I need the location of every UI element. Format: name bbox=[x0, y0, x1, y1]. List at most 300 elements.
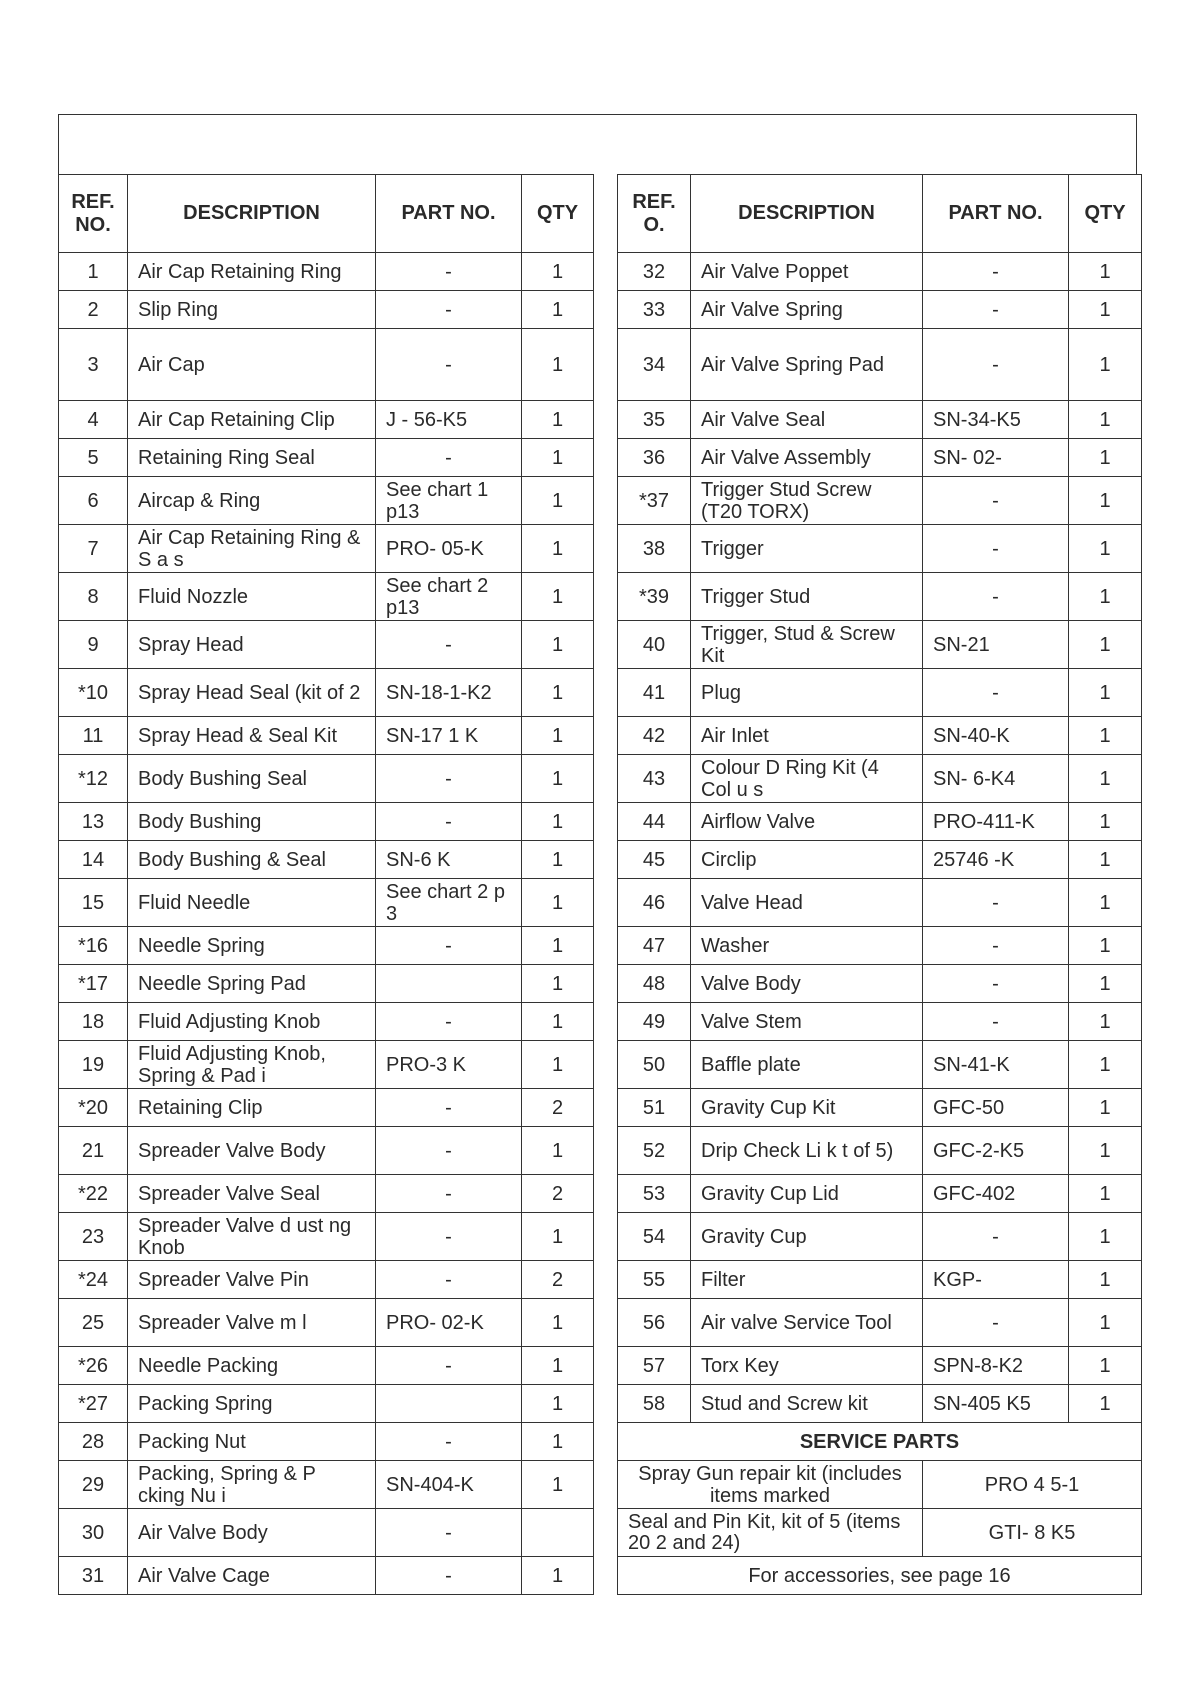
description-cell: Packing Nut bbox=[128, 1423, 376, 1461]
table-row bbox=[59, 1423, 594, 1461]
ref-no-cell: 52 bbox=[618, 1127, 691, 1175]
ref-no-cell: 41 bbox=[618, 669, 691, 717]
part-no-cell: - bbox=[923, 1299, 1069, 1347]
table-row bbox=[618, 965, 1142, 1003]
table-row bbox=[59, 1299, 594, 1347]
table-row bbox=[618, 1261, 1142, 1299]
ref-no-cell: 45 bbox=[618, 841, 691, 879]
description-cell: Air Valve Spring bbox=[691, 291, 923, 329]
ref-no-cell: 43 bbox=[618, 755, 691, 803]
qty-cell: 1 bbox=[1069, 525, 1142, 573]
description-cell: Gravity Cup bbox=[691, 1213, 923, 1261]
table-row bbox=[618, 439, 1142, 477]
ref-no-cell: 7 bbox=[59, 525, 128, 573]
ref-no-cell: 21 bbox=[59, 1127, 128, 1175]
part-no-cell: - bbox=[376, 1423, 522, 1461]
description-cell: Needle Spring Pad bbox=[128, 965, 376, 1003]
ref-no-cell: 58 bbox=[618, 1385, 691, 1423]
part-no-cell: - bbox=[376, 439, 522, 477]
part-no-cell: - bbox=[376, 1509, 522, 1557]
ref-no-cell: *20 bbox=[59, 1089, 128, 1127]
table-row bbox=[59, 573, 594, 621]
header-ref-no: REF. NO. bbox=[59, 175, 128, 253]
qty-cell: 1 bbox=[1069, 573, 1142, 621]
header-part-no: PART NO. bbox=[376, 175, 522, 253]
part-no-cell: SN-404-K bbox=[376, 1461, 522, 1509]
ref-no-cell: 38 bbox=[618, 525, 691, 573]
table-row bbox=[618, 927, 1142, 965]
description-cell: Air Valve Cage bbox=[128, 1557, 376, 1595]
description-cell: Spreader Valve d ust ng Knob bbox=[128, 1213, 376, 1261]
header-description: DESCRIPTION bbox=[691, 175, 923, 253]
qty-cell: 2 bbox=[522, 1175, 594, 1213]
description-cell: Stud and Screw kit bbox=[691, 1385, 923, 1423]
table-row bbox=[618, 717, 1142, 755]
description-cell: Baffle plate bbox=[691, 1041, 923, 1089]
qty-cell: 1 bbox=[522, 1213, 594, 1261]
qty-cell: 1 bbox=[1069, 477, 1142, 525]
ref-no-cell: *39 bbox=[618, 573, 691, 621]
ref-no-cell: 29 bbox=[59, 1461, 128, 1509]
qty-cell: 1 bbox=[522, 803, 594, 841]
description-cell: Fluid Adjusting Knob bbox=[128, 1003, 376, 1041]
part-no-cell: - bbox=[923, 1003, 1069, 1041]
description-cell: Body Bushing bbox=[128, 803, 376, 841]
table-row bbox=[618, 1041, 1142, 1089]
table-row bbox=[618, 841, 1142, 879]
qty-cell: 1 bbox=[1069, 669, 1142, 717]
header-ref-no: REF. O. bbox=[618, 175, 691, 253]
qty-cell: 1 bbox=[1069, 755, 1142, 803]
description-cell: Air Valve Spring Pad bbox=[691, 329, 923, 401]
part-no-cell: SN-34-K5 bbox=[923, 401, 1069, 439]
table-row bbox=[618, 1127, 1142, 1175]
table-row bbox=[59, 1461, 594, 1509]
qty-cell: 1 bbox=[1069, 401, 1142, 439]
description-cell: Spreader Valve Pin bbox=[128, 1261, 376, 1299]
part-no-cell: - bbox=[376, 329, 522, 401]
part-no-cell: See chart 2 p 3 bbox=[376, 879, 522, 927]
description-cell: Needle Spring bbox=[128, 927, 376, 965]
table-row bbox=[59, 1041, 594, 1089]
description-cell: Spray Head Seal (kit of 2 bbox=[128, 669, 376, 717]
qty-cell: 1 bbox=[522, 1127, 594, 1175]
table-row bbox=[59, 401, 594, 439]
ref-no-cell: *17 bbox=[59, 965, 128, 1003]
ref-no-cell: 54 bbox=[618, 1213, 691, 1261]
qty-cell: 1 bbox=[522, 717, 594, 755]
qty-cell: 1 bbox=[1069, 253, 1142, 291]
qty-cell: 2 bbox=[522, 1261, 594, 1299]
description-cell: Slip Ring bbox=[128, 291, 376, 329]
description-cell: Washer bbox=[691, 927, 923, 965]
description-cell: Air Cap Retaining Ring bbox=[128, 253, 376, 291]
parts-table-right bbox=[617, 174, 1142, 1595]
qty-cell: 1 bbox=[1069, 1089, 1142, 1127]
qty-cell: 1 bbox=[1069, 1299, 1142, 1347]
description-cell: Body Bushing Seal bbox=[128, 755, 376, 803]
part-no-cell: PRO-3 K bbox=[376, 1041, 522, 1089]
part-no-cell: - bbox=[923, 253, 1069, 291]
ref-no-cell: 19 bbox=[59, 1041, 128, 1089]
qty-cell: 1 bbox=[522, 329, 594, 401]
ref-no-cell: 11 bbox=[59, 717, 128, 755]
part-no-cell: - bbox=[923, 573, 1069, 621]
parts-table-left bbox=[58, 174, 594, 1595]
qty-cell: 1 bbox=[522, 401, 594, 439]
ref-no-cell: *16 bbox=[59, 927, 128, 965]
table-row bbox=[59, 965, 594, 1003]
qty-cell: 1 bbox=[1069, 1213, 1142, 1261]
qty-cell: 1 bbox=[1069, 291, 1142, 329]
part-no-cell: SPN-8-K2 bbox=[923, 1347, 1069, 1385]
part-no-cell: - bbox=[376, 1261, 522, 1299]
description-cell: Trigger bbox=[691, 525, 923, 573]
table-row bbox=[59, 1003, 594, 1041]
qty-cell: 1 bbox=[522, 1461, 594, 1509]
description-cell: Spray Head & Seal Kit bbox=[128, 717, 376, 755]
ref-no-cell: 47 bbox=[618, 927, 691, 965]
ref-no-cell: 25 bbox=[59, 1299, 128, 1347]
ref-no-cell: 2 bbox=[59, 291, 128, 329]
table-row bbox=[59, 1347, 594, 1385]
ref-no-cell: 8 bbox=[59, 573, 128, 621]
ref-no-cell: 30 bbox=[59, 1509, 128, 1557]
table-row bbox=[618, 879, 1142, 927]
qty-cell: 1 bbox=[522, 669, 594, 717]
qty-cell: 1 bbox=[1069, 1003, 1142, 1041]
qty-cell: 1 bbox=[1069, 329, 1142, 401]
part-no-cell: - bbox=[923, 927, 1069, 965]
description-cell: Needle Packing bbox=[128, 1347, 376, 1385]
table-row bbox=[618, 803, 1142, 841]
ref-no-cell: 34 bbox=[618, 329, 691, 401]
qty-cell bbox=[522, 1509, 594, 1557]
qty-cell: 1 bbox=[522, 927, 594, 965]
table-row bbox=[618, 1003, 1142, 1041]
qty-cell: 1 bbox=[1069, 965, 1142, 1003]
accessories-note: For accessories, see page 16 bbox=[618, 1557, 1142, 1595]
part-no-cell: SN- 6-K4 bbox=[923, 755, 1069, 803]
table-row bbox=[59, 1175, 594, 1213]
table-row bbox=[618, 477, 1142, 525]
ref-no-cell: 44 bbox=[618, 803, 691, 841]
qty-cell: 1 bbox=[522, 477, 594, 525]
description-cell: Packing, Spring & P cking Nu i bbox=[128, 1461, 376, 1509]
part-no-cell: - bbox=[376, 1557, 522, 1595]
part-no-cell: SN-6 K bbox=[376, 841, 522, 879]
part-no-cell: SN-21 bbox=[923, 621, 1069, 669]
table-row bbox=[59, 439, 594, 477]
qty-cell: 1 bbox=[1069, 927, 1142, 965]
ref-no-cell: 55 bbox=[618, 1261, 691, 1299]
description-cell: Spreader Valve Seal bbox=[128, 1175, 376, 1213]
ref-no-cell: 46 bbox=[618, 879, 691, 927]
qty-cell: 1 bbox=[1069, 717, 1142, 755]
description-cell: Packing Spring bbox=[128, 1385, 376, 1423]
part-no-cell: GFC-50 bbox=[923, 1089, 1069, 1127]
table-row bbox=[618, 1175, 1142, 1213]
table-row bbox=[59, 755, 594, 803]
table-row bbox=[59, 927, 594, 965]
service-part-number: PRO 4 5-1 bbox=[923, 1461, 1142, 1509]
table-row bbox=[59, 803, 594, 841]
description-cell: Gravity Cup Lid bbox=[691, 1175, 923, 1213]
qty-cell: 1 bbox=[522, 879, 594, 927]
table-row bbox=[59, 841, 594, 879]
ref-no-cell: 36 bbox=[618, 439, 691, 477]
table-row bbox=[59, 477, 594, 525]
table-row bbox=[618, 329, 1142, 401]
part-no-cell: - bbox=[376, 253, 522, 291]
table-row bbox=[59, 1261, 594, 1299]
part-no-cell: PRO-411-K bbox=[923, 803, 1069, 841]
table-row bbox=[59, 879, 594, 927]
table-row bbox=[618, 1299, 1142, 1347]
description-cell: Fluid Needle bbox=[128, 879, 376, 927]
part-no-cell bbox=[376, 965, 522, 1003]
table-row bbox=[618, 621, 1142, 669]
part-no-cell: - bbox=[376, 803, 522, 841]
part-no-cell: - bbox=[923, 965, 1069, 1003]
qty-cell: 1 bbox=[522, 755, 594, 803]
qty-cell: 1 bbox=[522, 1003, 594, 1041]
ref-no-cell: 15 bbox=[59, 879, 128, 927]
qty-cell: 1 bbox=[1069, 621, 1142, 669]
description-cell: Airflow Valve bbox=[691, 803, 923, 841]
part-no-cell: SN-18-1-K2 bbox=[376, 669, 522, 717]
description-cell: Air Valve Assembly bbox=[691, 439, 923, 477]
part-no-cell: SN-17 1 K bbox=[376, 717, 522, 755]
table-row bbox=[618, 525, 1142, 573]
description-cell: Fluid Adjusting Knob, Spring & Pad i bbox=[128, 1041, 376, 1089]
qty-cell: 1 bbox=[1069, 1261, 1142, 1299]
ref-no-cell: 49 bbox=[618, 1003, 691, 1041]
ref-no-cell: *37 bbox=[618, 477, 691, 525]
part-no-cell: - bbox=[376, 927, 522, 965]
qty-cell: 1 bbox=[1069, 1347, 1142, 1385]
service-part-number: GTI- 8 K5 bbox=[923, 1509, 1142, 1557]
qty-cell: 1 bbox=[522, 573, 594, 621]
qty-cell: 2 bbox=[522, 1089, 594, 1127]
description-cell: Filter bbox=[691, 1261, 923, 1299]
ref-no-cell: 56 bbox=[618, 1299, 691, 1347]
header-qty: QTY bbox=[1069, 175, 1142, 253]
table-row bbox=[618, 1213, 1142, 1261]
ref-no-cell: 13 bbox=[59, 803, 128, 841]
ref-no-cell: 5 bbox=[59, 439, 128, 477]
ref-no-cell: 3 bbox=[59, 329, 128, 401]
table-row bbox=[59, 1213, 594, 1261]
description-cell: Retaining Clip bbox=[128, 1089, 376, 1127]
table-title-box bbox=[58, 114, 1137, 174]
ref-no-cell: 1 bbox=[59, 253, 128, 291]
ref-no-cell: *22 bbox=[59, 1175, 128, 1213]
part-no-cell: J - 56-K5 bbox=[376, 401, 522, 439]
description-cell: Colour D Ring Kit (4 Col u s bbox=[691, 755, 923, 803]
part-no-cell: PRO- 02-K bbox=[376, 1299, 522, 1347]
qty-cell: 1 bbox=[522, 841, 594, 879]
part-no-cell: - bbox=[923, 291, 1069, 329]
qty-cell: 1 bbox=[1069, 879, 1142, 927]
table-row bbox=[59, 669, 594, 717]
ref-no-cell: 31 bbox=[59, 1557, 128, 1595]
header-qty: QTY bbox=[522, 175, 594, 253]
qty-cell: 1 bbox=[522, 525, 594, 573]
qty-cell: 1 bbox=[522, 1041, 594, 1089]
table-row bbox=[59, 291, 594, 329]
part-no-cell: - bbox=[376, 621, 522, 669]
ref-no-cell: 6 bbox=[59, 477, 128, 525]
ref-no-cell: *26 bbox=[59, 1347, 128, 1385]
qty-cell: 1 bbox=[522, 965, 594, 1003]
description-cell: Spreader Valve Body bbox=[128, 1127, 376, 1175]
qty-cell: 1 bbox=[522, 1347, 594, 1385]
ref-no-cell: 9 bbox=[59, 621, 128, 669]
description-cell: Air Cap Retaining Clip bbox=[128, 401, 376, 439]
description-cell: Gravity Cup Kit bbox=[691, 1089, 923, 1127]
qty-cell: 1 bbox=[1069, 1385, 1142, 1423]
description-cell: Body Bushing & Seal bbox=[128, 841, 376, 879]
part-no-cell: - bbox=[376, 1213, 522, 1261]
table-row bbox=[618, 1089, 1142, 1127]
part-no-cell: - bbox=[923, 525, 1069, 573]
ref-no-cell: *27 bbox=[59, 1385, 128, 1423]
description-cell: Valve Body bbox=[691, 965, 923, 1003]
ref-no-cell: 33 bbox=[618, 291, 691, 329]
table-row bbox=[618, 755, 1142, 803]
part-no-cell: - bbox=[923, 329, 1069, 401]
qty-cell: 1 bbox=[522, 291, 594, 329]
ref-no-cell: 40 bbox=[618, 621, 691, 669]
part-no-cell bbox=[376, 1385, 522, 1423]
part-no-cell: SN- 02- bbox=[923, 439, 1069, 477]
description-cell: Air Valve Body bbox=[128, 1509, 376, 1557]
table-row bbox=[618, 1347, 1142, 1385]
part-no-cell: KGP- bbox=[923, 1261, 1069, 1299]
part-no-cell: - bbox=[376, 1175, 522, 1213]
qty-cell: 1 bbox=[522, 253, 594, 291]
part-no-cell: - bbox=[923, 477, 1069, 525]
header-description: DESCRIPTION bbox=[128, 175, 376, 253]
table-row bbox=[618, 669, 1142, 717]
part-no-cell: SN-41-K bbox=[923, 1041, 1069, 1089]
qty-cell: 1 bbox=[1069, 803, 1142, 841]
part-no-cell: See chart 1 p13 bbox=[376, 477, 522, 525]
qty-cell: 1 bbox=[1069, 1175, 1142, 1213]
description-cell: Spray Head bbox=[128, 621, 376, 669]
table-row bbox=[59, 1557, 594, 1595]
description-cell: Spreader Valve m l bbox=[128, 1299, 376, 1347]
qty-cell: 1 bbox=[522, 1299, 594, 1347]
qty-cell: 1 bbox=[1069, 1041, 1142, 1089]
table-row bbox=[59, 1089, 594, 1127]
table-row bbox=[59, 621, 594, 669]
part-no-cell: - bbox=[376, 1347, 522, 1385]
qty-cell: 1 bbox=[522, 1385, 594, 1423]
description-cell: Air Valve Poppet bbox=[691, 253, 923, 291]
description-cell: Trigger Stud Screw (T20 TORX) bbox=[691, 477, 923, 525]
service-part-description: Seal and Pin Kit, kit of 5 (items 20 2 and 24) bbox=[618, 1509, 923, 1557]
table-row bbox=[59, 1127, 594, 1175]
part-no-cell: - bbox=[923, 669, 1069, 717]
part-no-cell: GFC-402 bbox=[923, 1175, 1069, 1213]
table-row bbox=[618, 1385, 1142, 1423]
table-row bbox=[618, 401, 1142, 439]
table-row bbox=[59, 525, 594, 573]
qty-cell: 1 bbox=[1069, 439, 1142, 477]
description-cell: Trigger Stud bbox=[691, 573, 923, 621]
ref-no-cell: *24 bbox=[59, 1261, 128, 1299]
part-no-cell: - bbox=[376, 1003, 522, 1041]
part-no-cell: - bbox=[376, 755, 522, 803]
part-no-cell: See chart 2 p13 bbox=[376, 573, 522, 621]
ref-no-cell: 57 bbox=[618, 1347, 691, 1385]
description-cell: Circlip bbox=[691, 841, 923, 879]
header-part-no: PART NO. bbox=[923, 175, 1069, 253]
description-cell: Retaining Ring Seal bbox=[128, 439, 376, 477]
ref-no-cell: 50 bbox=[618, 1041, 691, 1089]
description-cell: Air valve Service Tool bbox=[691, 1299, 923, 1347]
part-no-cell: - bbox=[376, 1127, 522, 1175]
ref-no-cell: 23 bbox=[59, 1213, 128, 1261]
ref-no-cell: *10 bbox=[59, 669, 128, 717]
ref-no-cell: 48 bbox=[618, 965, 691, 1003]
ref-no-cell: 51 bbox=[618, 1089, 691, 1127]
ref-no-cell: 42 bbox=[618, 717, 691, 755]
description-cell: Air Cap bbox=[128, 329, 376, 401]
description-cell: Drip Check Li k t of 5) bbox=[691, 1127, 923, 1175]
table-row bbox=[618, 291, 1142, 329]
qty-cell: 1 bbox=[522, 1423, 594, 1461]
table-row bbox=[59, 253, 594, 291]
ref-no-cell: 4 bbox=[59, 401, 128, 439]
qty-cell: 1 bbox=[522, 439, 594, 477]
ref-no-cell: 14 bbox=[59, 841, 128, 879]
description-cell: Aircap & Ring bbox=[128, 477, 376, 525]
description-cell: Air Valve Seal bbox=[691, 401, 923, 439]
table-row bbox=[618, 573, 1142, 621]
table-row bbox=[59, 1385, 594, 1423]
description-cell: Fluid Nozzle bbox=[128, 573, 376, 621]
part-no-cell: SN-40-K bbox=[923, 717, 1069, 755]
ref-no-cell: 53 bbox=[618, 1175, 691, 1213]
table-row bbox=[59, 329, 594, 401]
ref-no-cell: 35 bbox=[618, 401, 691, 439]
part-no-cell: 25746 -K bbox=[923, 841, 1069, 879]
part-no-cell: PRO- 05-K bbox=[376, 525, 522, 573]
description-cell: Air Cap Retaining Ring & S a s bbox=[128, 525, 376, 573]
qty-cell: 1 bbox=[1069, 1127, 1142, 1175]
qty-cell: 1 bbox=[1069, 841, 1142, 879]
description-cell: Air Inlet bbox=[691, 717, 923, 755]
part-no-cell: - bbox=[923, 1213, 1069, 1261]
part-no-cell: - bbox=[376, 291, 522, 329]
ref-no-cell: 18 bbox=[59, 1003, 128, 1041]
table-row bbox=[59, 717, 594, 755]
part-no-cell: GFC-2-K5 bbox=[923, 1127, 1069, 1175]
ref-no-cell: 28 bbox=[59, 1423, 128, 1461]
description-cell: Plug bbox=[691, 669, 923, 717]
table-row bbox=[618, 253, 1142, 291]
description-cell: Torx Key bbox=[691, 1347, 923, 1385]
qty-cell: 1 bbox=[522, 621, 594, 669]
part-no-cell: SN-405 K5 bbox=[923, 1385, 1069, 1423]
part-no-cell: - bbox=[376, 1089, 522, 1127]
table-row bbox=[59, 1509, 594, 1557]
ref-no-cell: 32 bbox=[618, 253, 691, 291]
ref-no-cell: *12 bbox=[59, 755, 128, 803]
